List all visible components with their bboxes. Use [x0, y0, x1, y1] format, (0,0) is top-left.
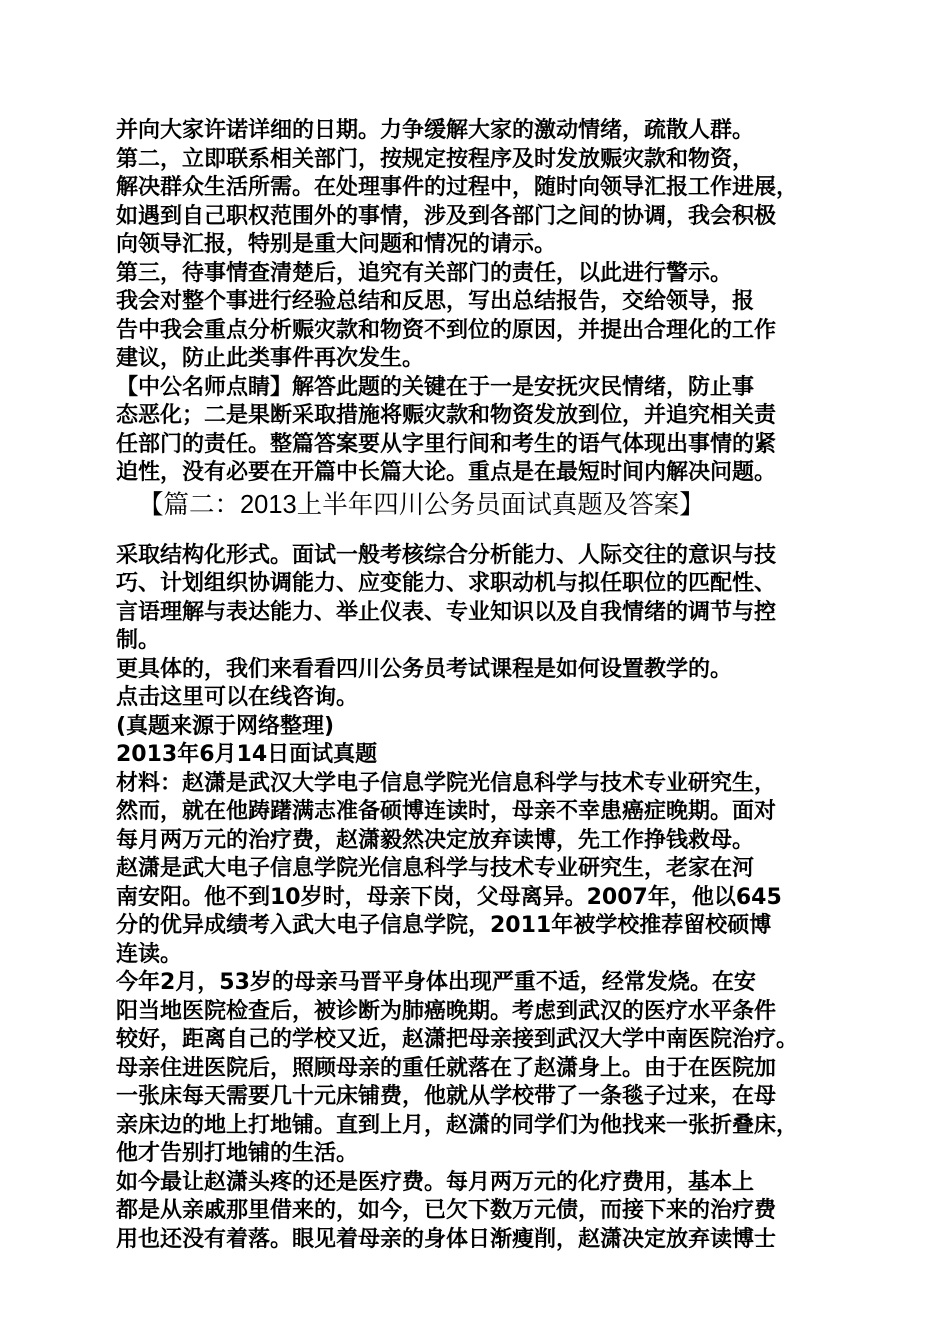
- text-line: 任部门的责任。整篇答案要从字里行间和考生的语气体现出事情的紧: [116, 431, 777, 457]
- text-line: 一张床每天需要几十元床铺费，他就从学校带了一条毯子过来，在母: [116, 1084, 777, 1109]
- text-line: 制。: [116, 628, 161, 653]
- text-line: 较好，距离自己的学校又近，赵潇把母亲接到武汉大学中南医院治疗。: [116, 1027, 799, 1052]
- text-line: 迫性，没有必要在开篇中长篇大论。重点是在最短时间内解决问题。: [116, 460, 777, 485]
- text-line: 更具体的，我们来看看四川公务员考试课程是如何设置教学的。: [116, 656, 733, 682]
- text-line: 采取结构化形式。面试一般考核综合分析能力、人际交往的意识与技: [116, 542, 777, 568]
- section-heading: 【篇二：2013上半年四川公务员面试真题及答案】: [138, 490, 705, 519]
- text-line: (真题来源于网络整理): [116, 713, 335, 739]
- text-line: 材料：赵潇是武汉大学电子信息学院光信息科学与技术专业研究生，: [116, 770, 777, 796]
- text-line: 母亲住进医院后，照顾母亲的重任就落在了赵潇身上。由于在医院加: [116, 1055, 777, 1081]
- text-line: 如今最让赵潇头疼的还是医疗费。每月两万元的化疗费用，基本上: [116, 1169, 755, 1195]
- text-line: 第三，待事情查清楚后，追究有关部门的责任，以此进行警示。: [116, 260, 733, 286]
- text-line: 【中公名师点睛】解答此题的关键在于一是安抚灾民情绪，防止事: [116, 374, 755, 400]
- text-line: 南安阳。他不到10岁时，母亲下岗，父母离异。2007年，他以645: [116, 884, 782, 910]
- text-line: 每月两万元的治疗费，赵潇毅然决定放弃读博，先工作挣钱救母。: [116, 827, 755, 853]
- text-line: 如遇到自己职权范围外的事情，涉及到各部门之间的协调，我会积极: [116, 203, 777, 229]
- text-line: 今年2月，53岁的母亲马晋平身体出现严重不适，经常发烧。在安: [116, 970, 756, 995]
- text-line: 阳当地医院检查后，被诊断为肺癌晚期。考虑到武汉的医疗水平条件: [116, 998, 777, 1024]
- text-line: 建议，防止此类事件再次发生。: [116, 346, 425, 371]
- text-line: 他才告别打地铺的生活。: [116, 1141, 359, 1166]
- text-line: 分的优异成绩考入武大电子信息学院，2011年被学校推荐留校硕博: [116, 913, 772, 938]
- text-line: 赵潇是武大电子信息学院光信息科学与技术专业研究生，老家在河: [116, 856, 755, 881]
- text-line: 亲床边的地上打地铺。直到上月，赵潇的同学们为他找来一张折叠床，: [116, 1112, 799, 1138]
- text-line: 解决群众生活所需。在处理事件的过程中，随时向领导汇报工作进展，: [116, 175, 799, 200]
- text-line: 向领导汇报，特别是重大问题和情况的请示。: [116, 232, 557, 257]
- text-line: 言语理解与表达能力、举止仪表、专业知识以及自我情绪的调节与控: [116, 599, 777, 625]
- document-page: [116, 117, 846, 1254]
- text-line: 态恶化；二是果断采取措施将赈灾款和物资发放到位，并追究相关责: [116, 403, 777, 428]
- text-line: 巧、计划组织协调能力、应变能力、求职动机与拟任职位的匹配性、: [116, 571, 777, 596]
- text-line: 然而，就在他踌躇满志准备硕博连读时，母亲不幸患癌症晚期。面对: [116, 799, 777, 824]
- text-line: 都是从亲戚那里借来的，如今，已欠下数万元债，而接下来的治疗费: [116, 1198, 777, 1223]
- text-line: 我会对整个事进行经验总结和反思，写出总结报告，交给领导，报: [116, 289, 755, 314]
- section-one: [116, 117, 846, 488]
- text-line: 第二，立即联系相关部门，按规定按程序及时发放赈灾款和物资，: [116, 146, 755, 172]
- consult-link-line[interactable]: 点击这里可以在线咨询。: [116, 685, 359, 710]
- text-line: 2013年6月14日面试真题: [116, 742, 378, 767]
- section-two: [116, 542, 846, 1255]
- text-line: 告中我会重点分析赈灾款和物资不到位的原因，并提出合理化的工作: [116, 317, 777, 343]
- text-line: 连读。: [116, 941, 183, 967]
- text-line: 用也还没有着落。眼见着母亲的身体日渐瘦削，赵潇决定放弃读博士: [116, 1226, 777, 1252]
- text-line: 并向大家许诺详细的日期。力争缓解大家的激动情绪，疏散人群。: [116, 118, 755, 143]
